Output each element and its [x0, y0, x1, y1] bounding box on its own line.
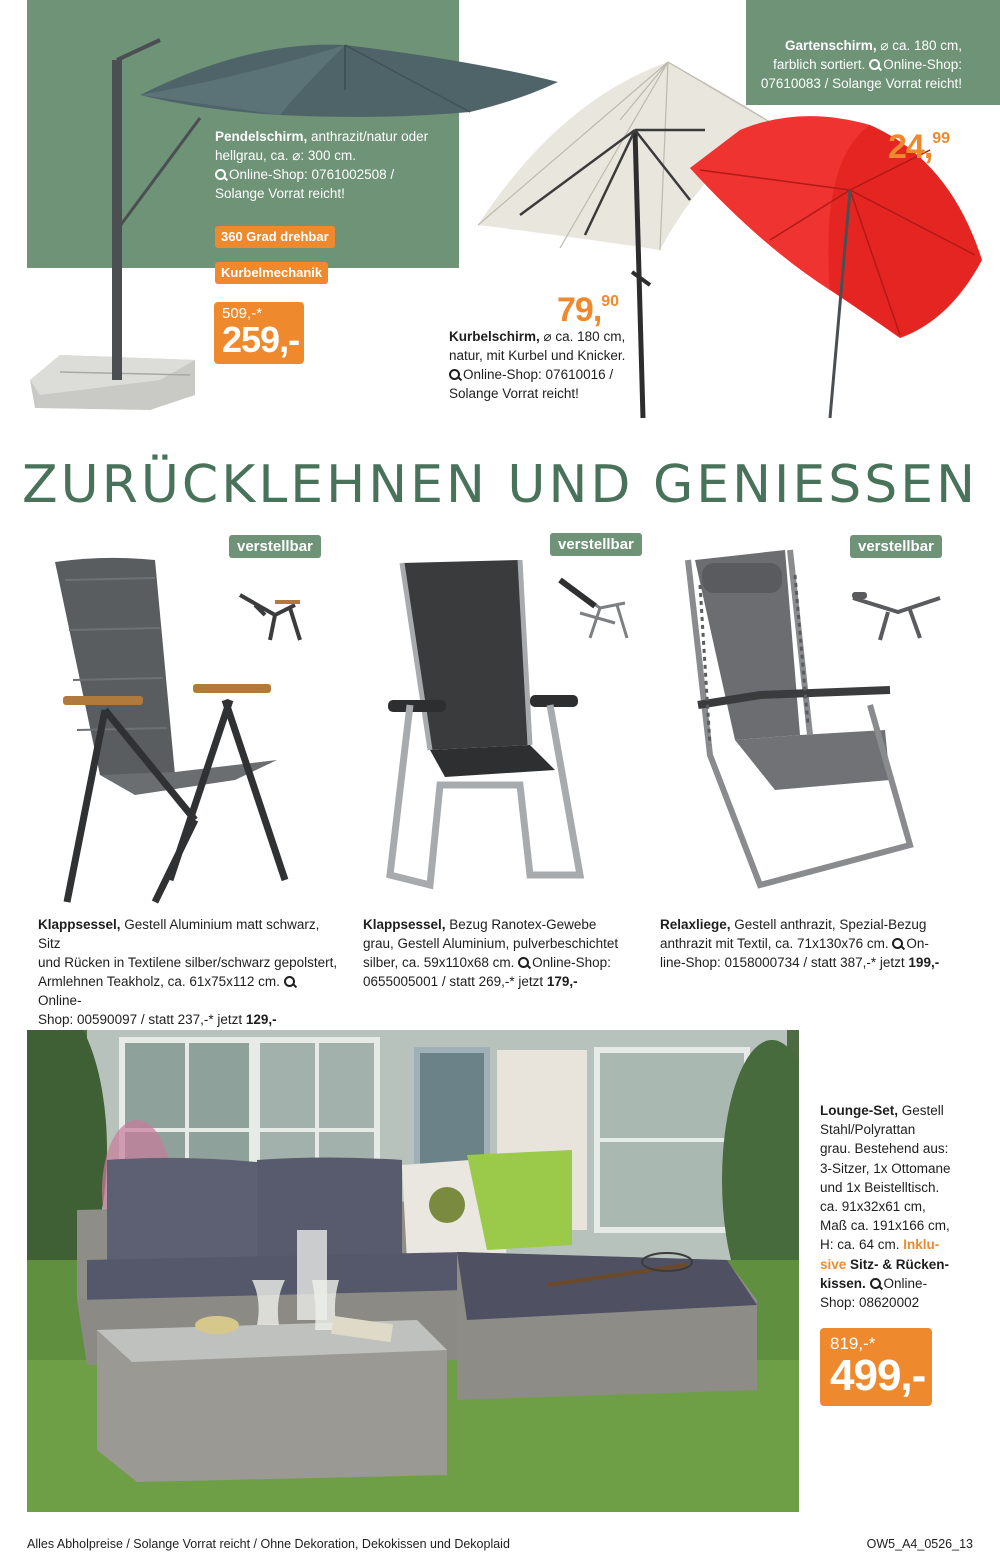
adjustable-badge: verstellbar: [229, 535, 321, 558]
pendelschirm-desc: anthrazit/natur oder hellgrau, ca. ⌀: 300 cm.: [215, 129, 429, 163]
new-price: 259,-: [222, 319, 300, 360]
kurbelschirm-stock: Solange Vorrat reicht!: [449, 386, 579, 401]
kurbelschirm-price: [557, 285, 619, 327]
lounge-line2: Stahl/Polyrattan: [820, 1122, 916, 1138]
search-icon: [892, 938, 903, 949]
lounger-line2: anthrazit mit Textil, ca. 71x130x76 cm.: [660, 936, 889, 951]
pendelschirm-price-box: [214, 302, 304, 364]
price-main: 79,: [557, 291, 602, 329]
lounge-line3: grau. Bestehend aus:: [820, 1141, 949, 1157]
lounger-name: Relaxliege,: [660, 917, 731, 932]
chair-2-line3: silber, ca. 59x110x68 cm.: [363, 955, 515, 970]
lounge-line8: H: ca. 64 cm.: [820, 1237, 904, 1253]
kurbelschirm-shop[interactable]: Online-Shop: 07610016 /: [463, 367, 614, 382]
lounger-shop-label[interactable]: On-: [906, 936, 929, 951]
chair-1-recline-icon: [235, 570, 315, 650]
kurbelschirm-name: Kurbelschirm,: [449, 329, 540, 344]
search-icon: [284, 976, 295, 987]
pendelschirm-info: [215, 127, 435, 203]
lounge-line10: kissen.: [820, 1275, 866, 1291]
gartenschirm-info: [754, 36, 962, 93]
price-cents: 99: [932, 130, 951, 147]
lounger-description: [660, 915, 970, 972]
footer-disclaimer: Alles Abholpreise / Solange Vorrat reicht / Ohne Dekoration, Dekokissen und Dekoplaid: [27, 1537, 510, 1551]
gartenschirm-desc: ⌀ ca. 180 cm,: [876, 38, 962, 53]
lounge-line9: Sitz- & Rücken-: [846, 1256, 950, 1272]
chair-2-line2: grau, Gestell Aluminium, pulverbeschichtet: [363, 936, 619, 951]
chair-2-recline-icon: [555, 568, 640, 648]
lounge-shop-label[interactable]: Online-: [883, 1275, 928, 1291]
chair-2-line1: Bezug Ranotex-Gewebe: [445, 917, 597, 932]
gartenschirm-shop-number[interactable]: 07610083 / Solange Vorrat reicht!: [760, 76, 962, 91]
chair-2-name: Klappsessel,: [363, 917, 446, 932]
search-icon: [449, 369, 460, 380]
lounge-price-box: [820, 1328, 932, 1406]
chair-1-line2: und Rücken in Textilene silber/schwarz gepolstert,: [38, 955, 338, 970]
price-cents: 90: [601, 293, 620, 310]
lounge-set-photo: [27, 1030, 799, 1512]
search-icon: [870, 1278, 881, 1289]
old-price: 819,-*: [830, 1334, 876, 1353]
kurbelschirm-info: [449, 327, 649, 403]
lounge-line5: und 1x Beistelltisch.: [820, 1179, 940, 1195]
chair-1-price: 129,-: [245, 1012, 277, 1027]
chair-2-price: 179,-: [546, 974, 578, 989]
kurbelschirm-line2: natur, mit Kurbel und Knicker.: [449, 348, 626, 363]
chair-2-line4: 0655005001 / statt 269,-* jetzt: [363, 974, 547, 989]
chair-1-shop-label[interactable]: Online-: [38, 993, 82, 1008]
lounger-price: 199,-: [908, 955, 940, 970]
gartenschirm-shop[interactable]: Online-Shop:: [883, 57, 962, 72]
lounge-line1: Gestell: [898, 1103, 944, 1118]
lounger-line1: Gestell anthrazit, Spezial-Bezug: [730, 917, 927, 932]
kurbelschirm-desc: ⌀ ca. 180 cm,: [539, 329, 626, 344]
lounge-line7: Maß ca. 191x166 cm,: [820, 1218, 950, 1234]
lounge-line6: ca. 91x32x61 cm,: [820, 1199, 926, 1215]
garden-scene: [27, 1030, 799, 1512]
chair-1-line1: Gestell Aluminium matt schwarz, Sitz: [38, 917, 320, 951]
chair-2-description: [363, 915, 653, 991]
gartenschirm-name: Gartenschirm,: [785, 38, 877, 53]
chair-1-description: [38, 915, 338, 1029]
chair-1-name: Klappsessel,: [38, 917, 121, 932]
chair-1-line4: Shop: 00590097 / statt 237,-* jetzt: [38, 1012, 246, 1027]
price-main: 24,: [888, 128, 933, 166]
feature-tag-crank: Kurbelmechanik: [215, 262, 328, 284]
lounge-set-name: Lounge-Set,: [820, 1103, 898, 1118]
lounge-shop-number[interactable]: Shop: 08620002: [820, 1295, 920, 1311]
section-headline: ZURÜCKLEHNEN UND GENIESSEN: [22, 455, 978, 515]
search-icon: [215, 169, 226, 180]
pendelschirm-name: Pendelschirm,: [215, 129, 308, 144]
feature-tag-rotation: 360 Grad drehbar: [215, 226, 335, 248]
search-icon: [869, 59, 880, 70]
lounger-line4: line-Shop: 0158000734 / statt 387,-* jetzt: [660, 955, 909, 970]
lounge-inclusive-1: Inklu-: [903, 1237, 940, 1253]
adjustable-badge: verstellbar: [550, 533, 642, 556]
footer-page-code: OW5_A4_0526_13: [866, 1537, 973, 1551]
lounge-line4: 3-Sitzer, 1x Ottomane: [820, 1160, 951, 1176]
chair-1-line3: Armlehnen Teakholz, ca. 61x75x112 cm.: [38, 974, 280, 989]
lounger-recline-icon: [848, 570, 948, 650]
chair-2-shop-label[interactable]: Online-Shop:: [532, 955, 611, 970]
old-price: 509,-*: [222, 305, 263, 322]
lounge-set-description: [820, 1101, 1000, 1312]
adjustable-badge: verstellbar: [850, 535, 942, 558]
lounge-inclusive-2: sive: [820, 1256, 847, 1272]
new-price: 499,-: [830, 1351, 926, 1400]
gartenschirm-line2: farblich sortiert.: [773, 57, 866, 72]
search-icon: [518, 957, 529, 968]
pendelschirm-stock: Solange Vorrat reicht!: [215, 186, 345, 201]
pendelschirm-shop[interactable]: Online-Shop: 0761002508 /: [229, 167, 395, 182]
gartenschirm-price: [888, 122, 950, 164]
